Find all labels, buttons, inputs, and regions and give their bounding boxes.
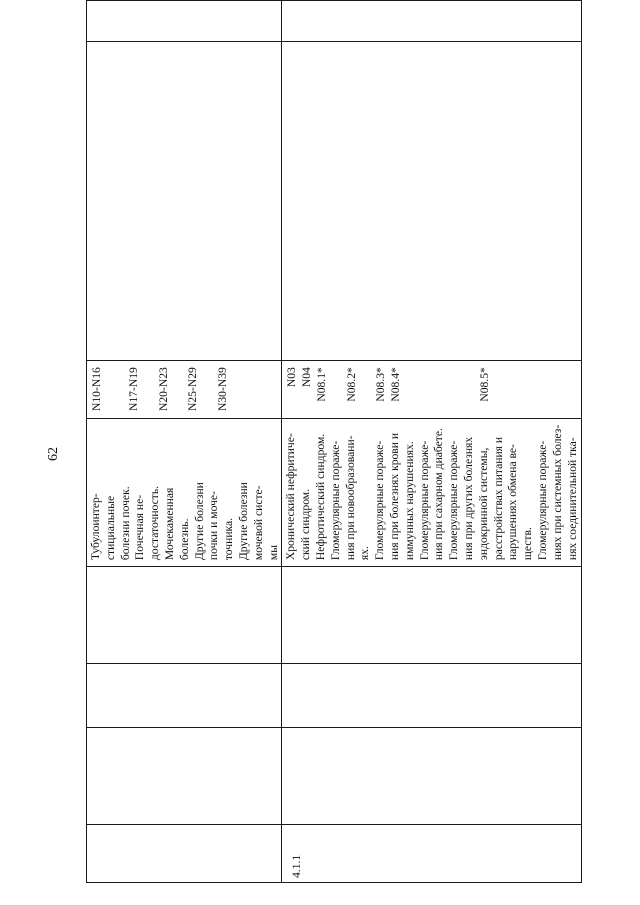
cell-empty xyxy=(282,663,582,727)
icd-range: N25-N29 xyxy=(186,367,200,411)
cell-empty xyxy=(87,824,282,882)
icd-code: N08.2* xyxy=(344,367,358,402)
diagnosis-line: Гломерулярные пораже- xyxy=(328,440,342,561)
diagnosis-line: эндокринной системы, xyxy=(476,447,490,561)
spacer xyxy=(171,367,186,415)
diagnosis-line: ниях при системных болез- xyxy=(550,424,564,561)
diagnosis-line: ский синдром. xyxy=(299,488,313,561)
disease-groups-cell xyxy=(87,419,282,567)
icd-range: N20-N23 xyxy=(156,367,170,411)
icd-range: N10-N16 xyxy=(90,367,103,411)
diagnosis-line: иммунных нарушениях. xyxy=(402,441,416,561)
diagnosis-line: нарушениях обмена ве- xyxy=(506,444,520,561)
cell-empty xyxy=(87,567,282,664)
spacer xyxy=(105,367,127,415)
icd-code xyxy=(463,367,478,415)
diagnosis-line: Хронический нефритиче- xyxy=(284,433,298,561)
icd-code: N03 xyxy=(285,367,299,388)
table-row xyxy=(282,1,582,883)
table-row xyxy=(87,1,282,883)
cell-empty xyxy=(282,42,582,361)
section-number: 4.1.1 xyxy=(282,824,582,882)
diagnosis-line: ния при новообразовани- xyxy=(343,435,357,561)
icd-code: N08.3* xyxy=(374,367,388,402)
icd-code: N04 xyxy=(300,367,314,388)
disease-group-line: почки и моче- xyxy=(207,491,221,561)
diagnosis-line: расстройствах питания и xyxy=(491,436,505,561)
diagnosis-line: Гломерулярные пораже- xyxy=(535,440,549,561)
icd-range-cell xyxy=(87,361,282,419)
spacer xyxy=(201,367,216,415)
icd-code xyxy=(448,367,463,415)
disease-group-line: Тубулоинтер- xyxy=(89,493,102,561)
cell-empty xyxy=(282,1,582,42)
icd-codes-cell xyxy=(282,361,582,419)
disease-group-line: болезни почек. xyxy=(118,486,132,561)
icd-code: N08.4* xyxy=(388,367,402,402)
diagnosis-line: ния при других болезнях xyxy=(461,436,475,561)
diagnosis-line: Гломерулярные пораже- xyxy=(447,440,461,561)
diagnosis-line: нях соединительной тка- xyxy=(565,437,579,561)
cell-empty xyxy=(282,728,582,825)
disease-group-line: Почечная не- xyxy=(133,494,147,561)
icd-code: N08.5* xyxy=(477,367,491,402)
page-number: 62 xyxy=(46,447,61,461)
cell-empty xyxy=(87,663,282,727)
disease-group-line: достаточность. xyxy=(148,485,162,561)
diagnosis-line: Гломерулярные пораже- xyxy=(373,440,387,561)
diagnosis-line: ях. xyxy=(358,546,372,561)
diagnosis-line: ния при сахарном диабете. xyxy=(432,428,446,561)
disease-group-line: болезнь. xyxy=(177,518,191,561)
icd-code xyxy=(330,367,345,415)
disease-group-line: Мочекаменная xyxy=(162,487,176,561)
disease-group-line: Другие болезни xyxy=(192,482,206,561)
cell-empty xyxy=(87,1,282,42)
diagnosis-line: ществ. xyxy=(521,527,535,561)
icd-range: N17-N19 xyxy=(126,367,140,411)
diagnosis-line: ния при болезнях крови и xyxy=(387,432,401,561)
disease-group-line: стициальные xyxy=(103,495,117,561)
cell-empty xyxy=(87,728,282,825)
disease-group-line: мы xyxy=(266,544,280,561)
icd-code xyxy=(404,367,419,415)
spacer xyxy=(142,367,157,415)
icd-code xyxy=(419,367,434,415)
disease-group-line: Другие болезни xyxy=(236,482,250,561)
icd-code xyxy=(433,367,448,415)
classification-table xyxy=(86,0,582,883)
diagnosis-line: Нефротический синдром. xyxy=(313,433,327,561)
diagnosis-line: Гломерулярные пораже- xyxy=(417,440,431,561)
icd-range: N30-N39 xyxy=(216,367,230,411)
cell-empty xyxy=(282,567,582,664)
disease-group-line: мочевой систе- xyxy=(251,485,265,561)
icd-code xyxy=(359,367,374,415)
disease-group-line: точника. xyxy=(222,517,236,561)
icd-code: N08.1* xyxy=(314,367,328,402)
cell-empty xyxy=(87,42,282,361)
diagnoses-cell xyxy=(282,419,582,567)
